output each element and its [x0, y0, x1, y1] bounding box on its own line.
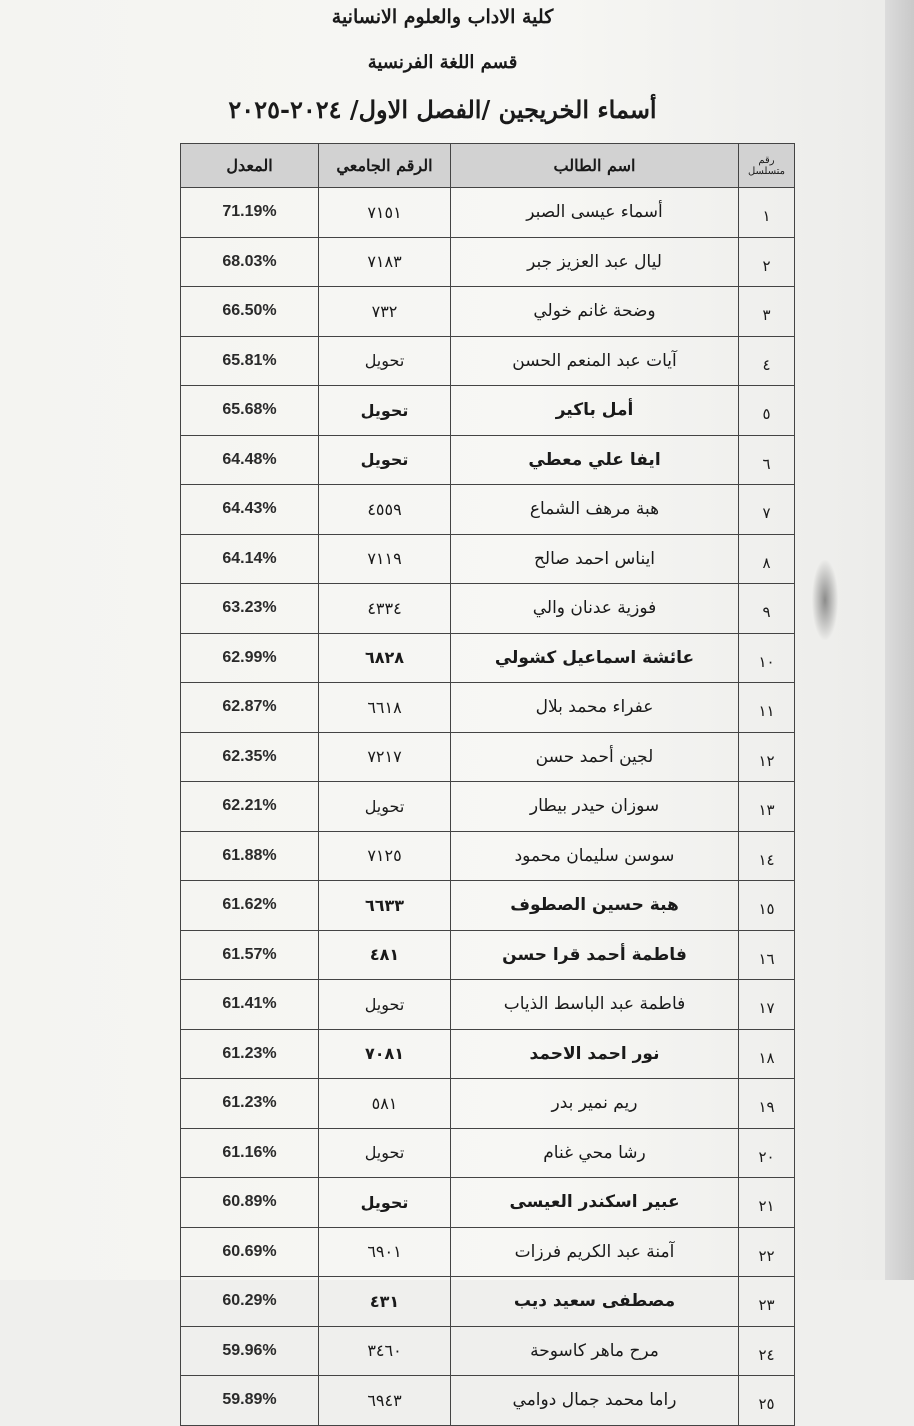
row-average: 71.19%	[181, 188, 319, 238]
row-serial: ٣	[739, 287, 795, 337]
row-average: 64.14%	[181, 534, 319, 584]
row-university-id: ٧٠٨١	[319, 1029, 451, 1079]
row-student-name: أمل باكير	[451, 386, 739, 436]
row-university-id: ٦٦١٨	[319, 683, 451, 733]
table-row	[181, 534, 795, 584]
table-header-row	[181, 144, 795, 188]
row-student-name: أسماء عيسى الصبر	[451, 188, 739, 238]
table-row	[181, 336, 795, 386]
row-university-id: ٤٥٥٩	[319, 485, 451, 535]
table-row	[181, 1178, 795, 1228]
college-name: كلية الاداب والعلوم الانسانية	[331, 6, 554, 28]
row-student-name: لجين أحمد حسن	[451, 732, 739, 782]
row-serial: ٥	[739, 386, 795, 436]
table-row	[181, 1029, 795, 1079]
row-university-id: ٧١٢٥	[319, 831, 451, 881]
row-serial: ٢١	[739, 1178, 795, 1228]
column-header-name: اسم الطالب	[451, 144, 739, 188]
column-header-id: الرقم الجامعي	[319, 144, 451, 188]
row-average: 65.68%	[181, 386, 319, 436]
row-student-name: راما محمد جمال دوامي	[451, 1376, 739, 1426]
row-serial: ١٧	[739, 980, 795, 1030]
row-serial: ٢٠	[739, 1128, 795, 1178]
graduates-table	[180, 143, 795, 1426]
table-row	[181, 782, 795, 832]
row-average: 61.16%	[181, 1128, 319, 1178]
table-row	[181, 1227, 795, 1277]
table-row	[181, 435, 795, 485]
row-average: 59.89%	[181, 1376, 319, 1426]
row-university-id: تحويل	[319, 980, 451, 1030]
row-university-id: ٤٣٣٤	[319, 584, 451, 634]
row-student-name: آيات عبد المنعم الحسن	[451, 336, 739, 386]
row-serial: ١١	[739, 683, 795, 733]
row-university-id: تحويل	[319, 1178, 451, 1228]
row-serial: ٢٥	[739, 1376, 795, 1426]
row-university-id: تحويل	[319, 782, 451, 832]
row-average: 61.23%	[181, 1079, 319, 1129]
row-student-name: فوزية عدنان والي	[451, 584, 739, 634]
row-serial: ٢٤	[739, 1326, 795, 1376]
row-university-id: ٦٩٠١	[319, 1227, 451, 1277]
row-university-id: ٦٨٢٨	[319, 633, 451, 683]
row-serial: ٢	[739, 237, 795, 287]
page-edge-background	[885, 0, 914, 1280]
row-serial: ١٠	[739, 633, 795, 683]
row-serial: ١	[739, 188, 795, 238]
row-average: 66.50%	[181, 287, 319, 337]
row-serial: ١٩	[739, 1079, 795, 1129]
row-serial: ١٦	[739, 930, 795, 980]
table-row	[181, 1376, 795, 1426]
row-serial: ١٣	[739, 782, 795, 832]
row-student-name: عفراء محمد بلال	[451, 683, 739, 733]
column-header-average: المعدل	[181, 144, 319, 188]
row-student-name: هبة مرهف الشماع	[451, 485, 739, 535]
row-average: 64.43%	[181, 485, 319, 535]
row-serial: ٢٣	[739, 1277, 795, 1327]
row-university-id: ٤٣١	[319, 1277, 451, 1327]
row-serial: ٦	[739, 435, 795, 485]
document-title: أسماء الخريجين /الفصل الاول/ ٢٠٢٤-٢٠٢٥	[228, 95, 657, 124]
row-student-name: فاطمة عبد الباسط الذياب	[451, 980, 739, 1030]
row-serial: ١٨	[739, 1029, 795, 1079]
row-serial: ٤	[739, 336, 795, 386]
row-average: 61.62%	[181, 881, 319, 931]
row-average: 61.41%	[181, 980, 319, 1030]
row-student-name: مرح ماهر كاسوحة	[451, 1326, 739, 1376]
row-serial: ٢٢	[739, 1227, 795, 1277]
row-student-name: عائشة اسماعيل كشولي	[451, 633, 739, 683]
row-university-id: ٧٢١٧	[319, 732, 451, 782]
table-row	[181, 881, 795, 931]
row-student-name: وضحة غانم خولي	[451, 287, 739, 337]
row-average: 62.21%	[181, 782, 319, 832]
column-header-serial: رقم متسلسل	[739, 144, 795, 188]
row-serial: ١٥	[739, 881, 795, 931]
row-student-name: مصطفى سعيد ديب	[451, 1277, 739, 1327]
row-university-id: تحويل	[319, 336, 451, 386]
table-body	[181, 188, 795, 1426]
row-average: 61.57%	[181, 930, 319, 980]
table-row	[181, 485, 795, 535]
row-average: 61.88%	[181, 831, 319, 881]
table-row	[181, 237, 795, 287]
row-average: 60.69%	[181, 1227, 319, 1277]
row-student-name: هبة حسين الصطوف	[451, 881, 739, 931]
row-university-id: ٧١١٩	[319, 534, 451, 584]
table-row	[181, 831, 795, 881]
row-average: 62.35%	[181, 732, 319, 782]
table-row	[181, 1128, 795, 1178]
table-row	[181, 633, 795, 683]
row-student-name: نور احمد الاحمد	[451, 1029, 739, 1079]
table-row	[181, 1079, 795, 1129]
row-serial: ٨	[739, 534, 795, 584]
row-university-id: ٦٦٣٣	[319, 881, 451, 931]
row-average: 62.99%	[181, 633, 319, 683]
row-student-name: ريم نمير بدر	[451, 1079, 739, 1129]
row-average: 64.48%	[181, 435, 319, 485]
row-average: 61.23%	[181, 1029, 319, 1079]
table-row	[181, 683, 795, 733]
row-university-id: ٣٤٦٠	[319, 1326, 451, 1376]
row-serial: ١٤	[739, 831, 795, 881]
row-university-id: تحويل	[319, 386, 451, 436]
table-row	[181, 980, 795, 1030]
table-row	[181, 1277, 795, 1327]
row-serial: ١٢	[739, 732, 795, 782]
row-average: 63.23%	[181, 584, 319, 634]
row-average: 62.87%	[181, 683, 319, 733]
row-student-name: سوزان حيدر بيطار	[451, 782, 739, 832]
row-serial: ٧	[739, 485, 795, 535]
row-average: 60.29%	[181, 1277, 319, 1327]
table-row	[181, 1326, 795, 1376]
row-average: 60.89%	[181, 1178, 319, 1228]
row-university-id: ٧١٥١	[319, 188, 451, 238]
row-student-name: ليال عبد العزيز جبر	[451, 237, 739, 287]
row-university-id: ٥٨١	[319, 1079, 451, 1129]
row-student-name: رشا محي غنام	[451, 1128, 739, 1178]
row-university-id: تحويل	[319, 435, 451, 485]
row-university-id: ٧١٨٣	[319, 237, 451, 287]
row-average: 68.03%	[181, 237, 319, 287]
row-university-id: ٧٣٢	[319, 287, 451, 337]
row-serial: ٩	[739, 584, 795, 634]
row-university-id: ٤٨١	[319, 930, 451, 980]
table-row	[181, 188, 795, 238]
row-university-id: ٦٩٤٣	[319, 1376, 451, 1426]
table-row	[181, 287, 795, 337]
table-row	[181, 584, 795, 634]
row-student-name: فاطمة أحمد قرا حسن	[451, 930, 739, 980]
ink-smudge	[812, 560, 838, 640]
table-row	[181, 930, 795, 980]
table-row	[181, 732, 795, 782]
row-average: 65.81%	[181, 336, 319, 386]
row-student-name: ايناس احمد صالح	[451, 534, 739, 584]
table-row	[181, 386, 795, 436]
department-name: قسم اللغة الفرنسية	[367, 52, 518, 73]
row-student-name: آمنة عبد الكريم فرزات	[451, 1227, 739, 1277]
row-student-name: سوسن سليمان محمود	[451, 831, 739, 881]
row-student-name: عبير اسكندر العيسى	[451, 1178, 739, 1228]
row-average: 59.96%	[181, 1326, 319, 1376]
row-student-name: ايفا علي معطي	[451, 435, 739, 485]
row-university-id: تحويل	[319, 1128, 451, 1178]
